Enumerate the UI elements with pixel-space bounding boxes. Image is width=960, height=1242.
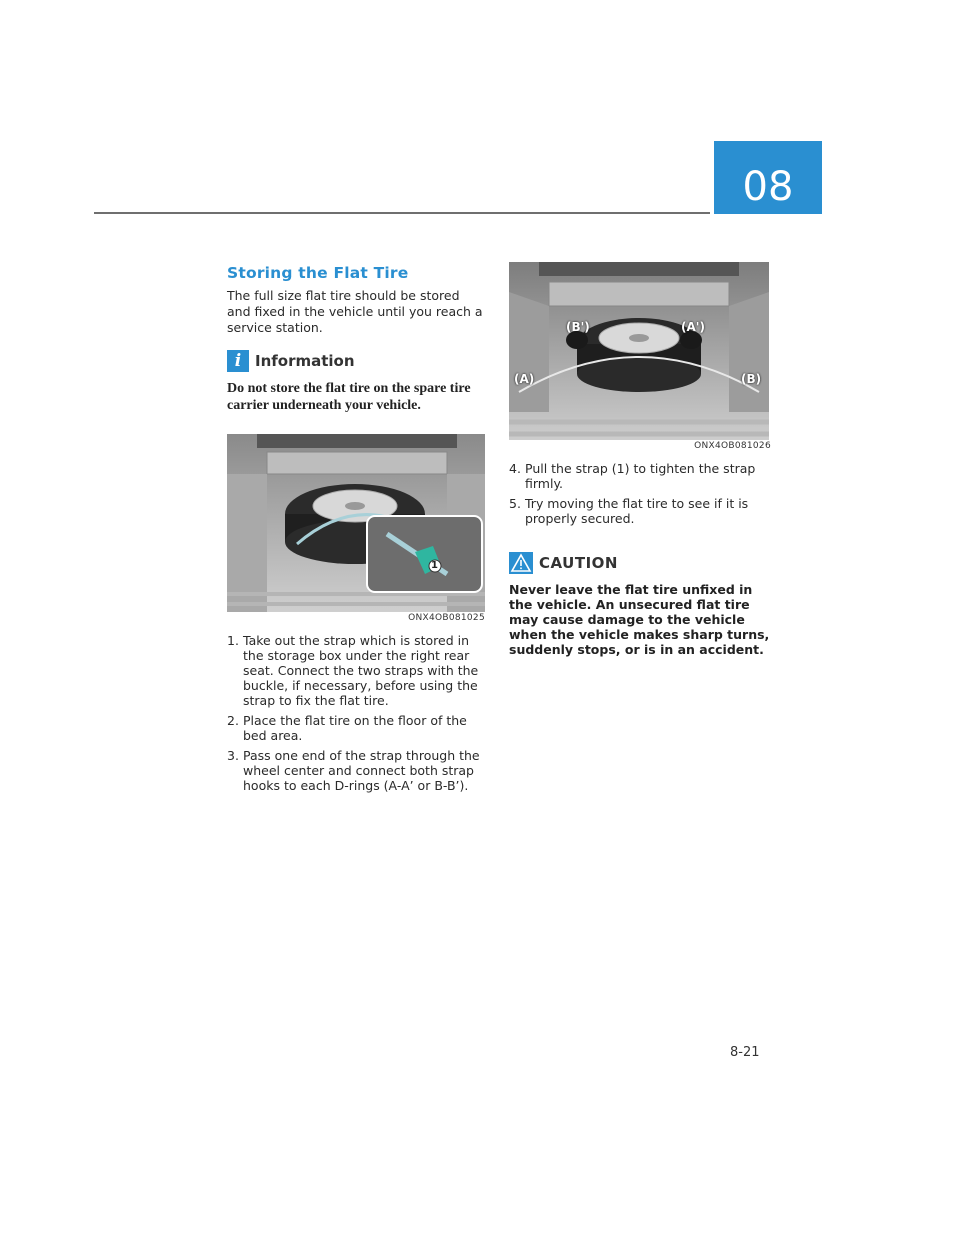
step-item: 2. Place the flat tire on the floor of the bed area. [227, 713, 467, 743]
figure-caption-left: ONX4OB081025 [408, 613, 485, 623]
steps-list-left [227, 633, 485, 793]
page-number: 8-21 [730, 1045, 760, 1060]
label-a: (A) [514, 372, 535, 386]
chapter-rule [94, 212, 710, 214]
warning-triangle-icon [509, 552, 533, 574]
label-b: (B) [741, 372, 762, 386]
label-b-prime: (B') [566, 320, 590, 334]
section-intro: The full size flat tire should be stored and fixed in the vehicle until you reach a service station. [227, 288, 483, 335]
step-item: 4. Pull the strap (1) to tighten the strap firmly. [509, 461, 756, 491]
callout-1: 1 [431, 560, 438, 571]
chapter-tab: 08 [714, 141, 822, 214]
figure-caption-right: ONX4OB081026 [694, 441, 771, 451]
information-header [227, 350, 485, 372]
info-icon: i [227, 350, 249, 372]
information-text: Do not store the flat tire on the spare tire carrier underneath your vehicle. [227, 381, 471, 413]
truck-bed-illustration [227, 434, 485, 612]
d-rings-illustration [509, 262, 769, 440]
information-title: Information [255, 352, 355, 370]
caution-header [509, 552, 771, 574]
left-column [227, 262, 485, 798]
caution-text: Never leave the flat tire unfixed in the vehicle. An unsecured flat tire may cause damage to the vehicle when the vehicle makes sharp turns, suddenly stops, or is in an accident. [509, 582, 770, 657]
figure-truck-bed-strap [227, 434, 485, 612]
step-item: 3. Pass one end of the strap through the wheel center and connect both strap hooks to each D-rings (A-A’ or B-B’). [227, 748, 480, 793]
label-a-prime: (A') [681, 320, 705, 334]
section-title: Storing the Flat Tire [227, 264, 409, 282]
step-item: 5. Try moving the flat tire to see if it is properly secured. [509, 496, 749, 526]
step-item: 1. Take out the strap which is stored in the storage box under the right rear seat. Connect the two straps with the buckle, if necessary, before using the strap to fix the flat tire. [227, 633, 479, 708]
steps-list-right [509, 461, 771, 526]
right-column [509, 262, 771, 657]
caution-title: CAUTION [539, 554, 618, 572]
figure-d-rings [509, 262, 769, 440]
